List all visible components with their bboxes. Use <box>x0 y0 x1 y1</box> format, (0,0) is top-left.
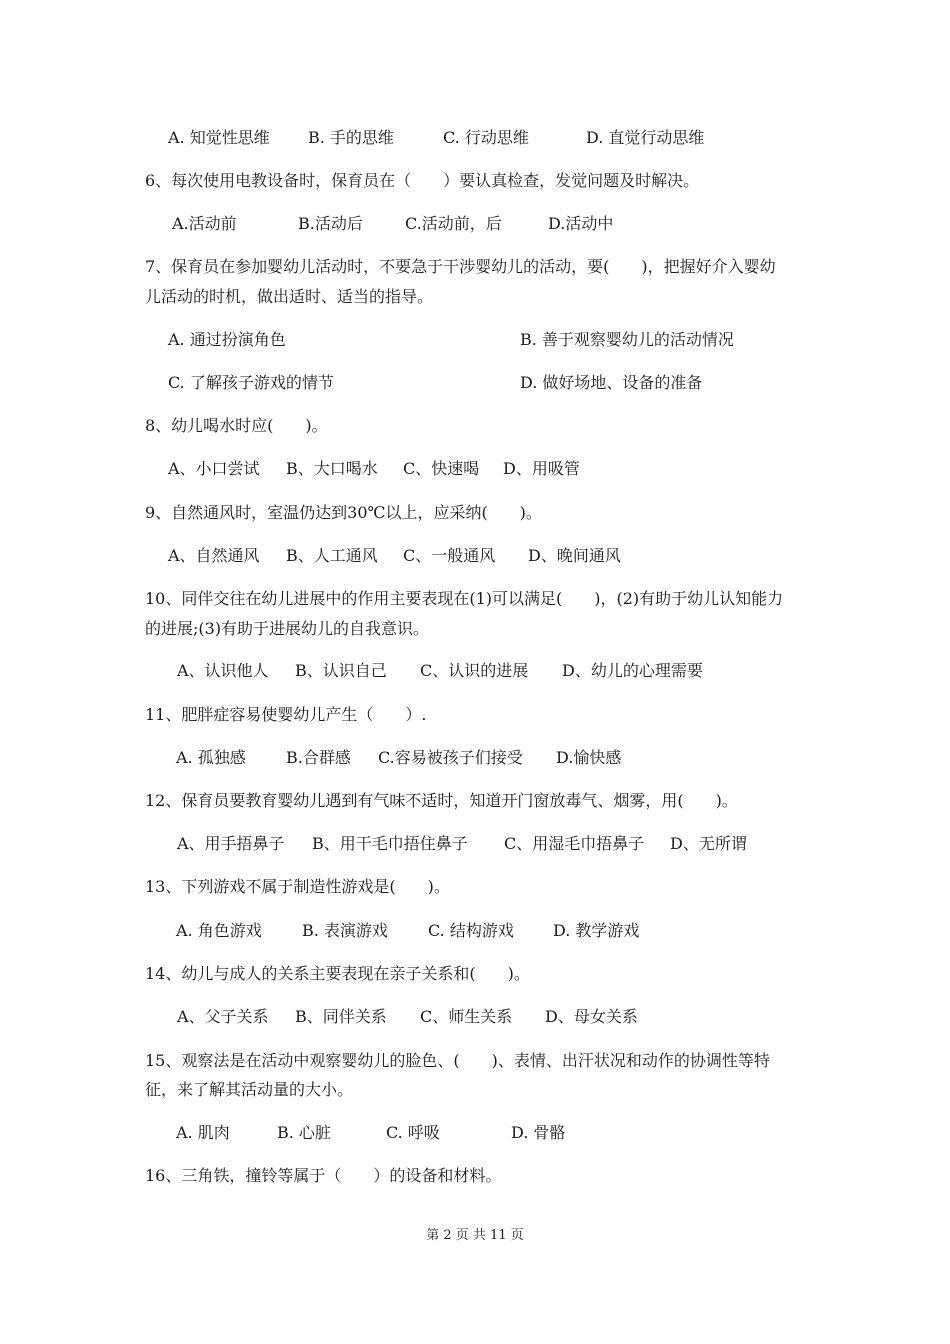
option-c: C. 呼吸 <box>386 1123 440 1142</box>
option-a: A. 通过扮演角色 <box>168 330 286 349</box>
question-11-text: 11、肥胖症容易使婴幼儿产生（ ）. <box>145 705 427 724</box>
question-16-text: 16、三角铁，撞铃等属于（ ）的设备和材料。 <box>145 1166 502 1185</box>
option-a: A. 知觉性思维 <box>168 128 270 147</box>
option-a: A、父子关系 <box>177 1007 269 1026</box>
option-d: D、晚间通风 <box>528 546 621 565</box>
option-d: D、母女关系 <box>545 1007 638 1026</box>
question-10-text-line-2: 的进展;(3)有助于进展幼儿的自我意识。 <box>145 619 430 638</box>
option-c: C、快速喝 <box>403 459 480 478</box>
question-13-text: 13、下列游戏不属于制造性游戏是( )。 <box>145 877 450 896</box>
page-number-footer: 第 2 页 共 11 页 <box>426 1228 524 1243</box>
option-a: A. 孤独感 <box>176 748 246 767</box>
question-14-text: 14、幼儿与成人的关系主要表现在亲子关系和( )。 <box>145 964 530 983</box>
option-a: A. 角色游戏 <box>176 921 262 940</box>
option-b: B.活动后 <box>298 214 363 233</box>
option-c: C.容易被孩子们接受 <box>378 748 523 767</box>
question-7-text-line-2: 儿活动的时机，做出适时、适当的指导。 <box>145 287 434 306</box>
option-a: A. 肌肉 <box>176 1123 230 1142</box>
option-d: D. 骨骼 <box>511 1123 566 1142</box>
option-a: A、认识他人 <box>177 661 269 680</box>
option-d: D、幼儿的心理需要 <box>562 661 703 680</box>
question-7-text-line-1: 7、保育员在参加婴幼儿活动时，不要急于干涉婴幼儿的活动，要( )，把握好介入婴幼 <box>145 257 776 276</box>
option-b: B、同伴关系 <box>295 1007 387 1026</box>
option-b: B、用干毛巾捂住鼻子 <box>312 834 468 853</box>
option-b: B、人工通风 <box>286 546 378 565</box>
question-10-text-line-1: 10、同伴交往在幼儿进展中的作用主要表现在(1)可以满足( )，(2)有助于幼儿认知能力 <box>145 589 784 608</box>
option-d: D. 做好场地、设备的准备 <box>520 373 703 392</box>
option-c: C、一般通风 <box>403 546 496 565</box>
option-d: D. 教学游戏 <box>553 921 640 940</box>
option-c: C. 了解孩子游戏的情节 <box>168 373 334 392</box>
question-9-text: 9、自然通风时，室温仍达到30℃以上，应采纳( )。 <box>145 503 542 522</box>
option-d: D、无所谓 <box>670 834 747 853</box>
option-a: A、用手捂鼻子 <box>177 834 285 853</box>
question-8-text: 8、幼儿喝水时应( )。 <box>145 416 328 435</box>
option-b: B. 手的思维 <box>308 128 394 147</box>
option-c: C、师生关系 <box>420 1007 513 1026</box>
option-b: B.合群感 <box>286 748 351 767</box>
option-b: B. 表演游戏 <box>302 921 388 940</box>
option-d: D、用吸管 <box>503 459 580 478</box>
option-a: A、小口尝试 <box>168 459 260 478</box>
option-b: B、认识自己 <box>295 661 387 680</box>
option-d: D. 直觉行动思维 <box>586 128 705 147</box>
option-c: C.活动前，后 <box>405 214 502 233</box>
option-d: D.活动中 <box>548 214 614 233</box>
option-b: B. 善于观察婴幼儿的活动情况 <box>520 330 734 349</box>
option-a: A.活动前 <box>172 214 237 233</box>
option-c: C. 结构游戏 <box>428 921 514 940</box>
question-15-text-line-1: 15、观察法是在活动中观察婴幼儿的脸色、( )、表情、出汗状况和动作的协调性等特 <box>145 1051 770 1070</box>
option-d: D.愉快感 <box>556 748 622 767</box>
option-b: B、大口喝水 <box>286 459 378 478</box>
question-12-text: 12、保育员要教育婴幼儿遇到有气味不适时，知道开门窗放毒气、烟雾，用( )。 <box>145 791 738 810</box>
option-c: C、用湿毛巾捂鼻子 <box>504 834 645 853</box>
option-c: C. 行动思维 <box>443 128 529 147</box>
option-c: C、认识的进展 <box>420 661 529 680</box>
option-b: B. 心脏 <box>277 1123 331 1142</box>
option-a: A、自然通风 <box>168 546 260 565</box>
question-6-text: 6、每次使用电教设备时，保育员在（ ）要认真检查，发觉问题及时解决。 <box>145 171 700 190</box>
question-15-text-line-2: 征，来了解其活动量的大小。 <box>145 1080 354 1099</box>
